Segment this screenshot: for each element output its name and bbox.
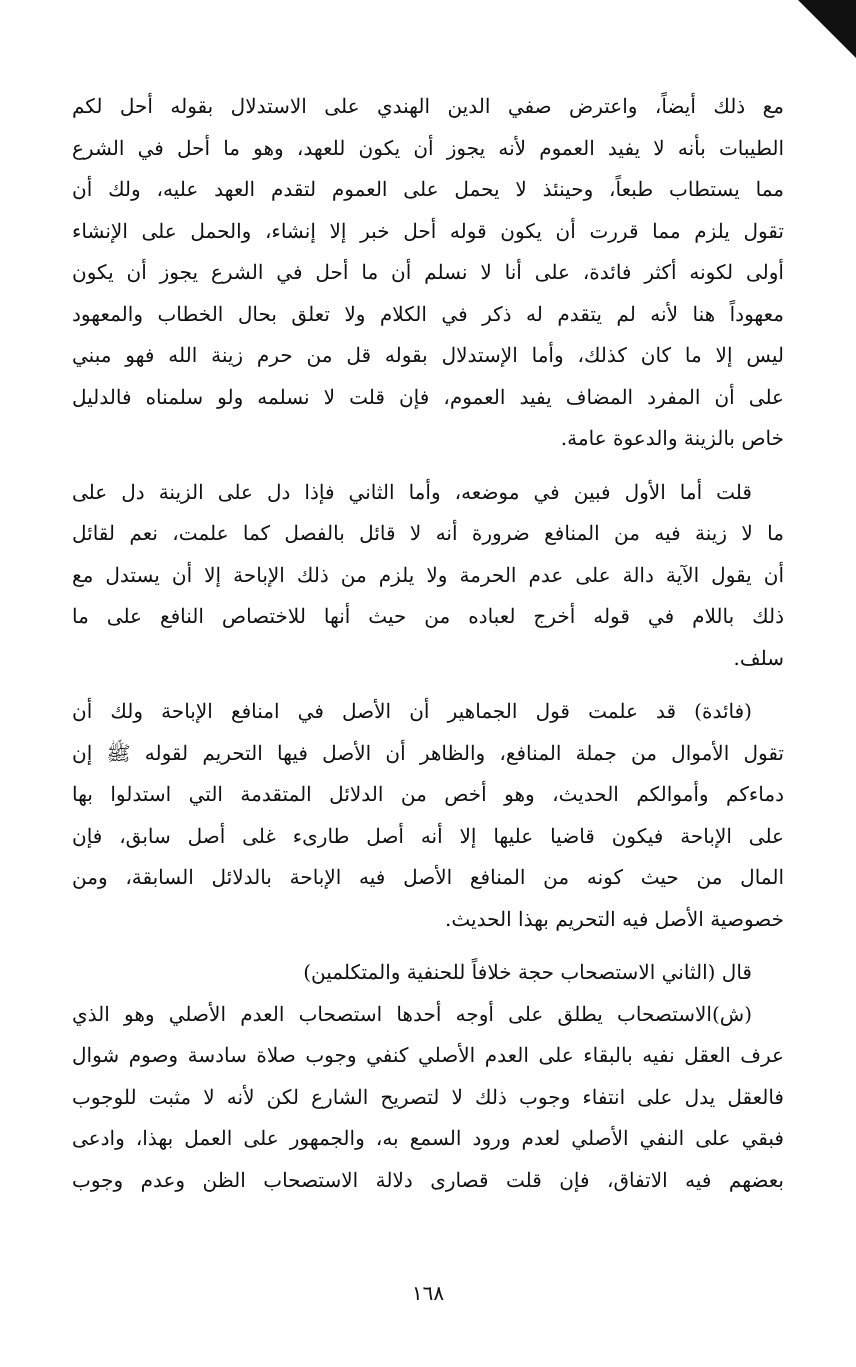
paragraph-1 bbox=[72, 86, 784, 460]
text-line: أولى لكونه أكثر فائدة، على أنا لا نسلم أن ما أحل في الشرع يجوز أن يكون bbox=[72, 260, 784, 284]
text-line: سلف. bbox=[733, 645, 784, 670]
text-line: قلت أما الأول فبين في موضعه، وأما الثاني فإذا دل على الزينة دل على bbox=[72, 479, 752, 504]
text-line: على أن المفرد المضاف يفيد العموم، فإن قلت لا نسلمه ولو سلمناه فالدليل bbox=[72, 384, 784, 409]
section-heading-line: قال (الثاني الاستصحاب حجة خلافاً للحنفية والمتكلمين) bbox=[303, 960, 752, 984]
text-line: فبقي على النفي الأصلي لعدم ورود السمع به، والجمهور على العمل بهذا، وادعى bbox=[72, 1126, 784, 1150]
text-line: ذلك باللام في قوله أخرج لعباده من حيث أنها للاختصاص النافع على ما bbox=[72, 604, 784, 628]
text-line: (ش)الاستصحاب يطلق على أوجه أحدها استصحاب العدم الأصلي وهو الذي bbox=[72, 1001, 752, 1026]
text-line: خصوصية الأصل فيه التحريم بهذا الحديث. bbox=[445, 906, 784, 931]
text-line: تقول يلزم مما قررت أن يكون قوله أحل خبر إلا إنشاء، والحمل على الإنشاء bbox=[72, 218, 784, 243]
text-line: فالعقل يدل على انتفاء وجوب ذلك لا لتصريح الشارع لكن لأنه لا مثبت للوجوب bbox=[72, 1084, 784, 1109]
text-line: دماءكم وأموالكم الحديث، وهو أخص من الدلائل المتقدمة التي استدلوا بها bbox=[72, 782, 784, 806]
text-line: بعضهم فيه الاتفاق، فإن قلت قصارى دلالة الاستصحاب الظن وعدم وجوب bbox=[72, 1167, 784, 1192]
text-line: ليس إلا ما كان كذلك، وأما الإستدلال بقوله قل من حرم زينة الله فهو مبني bbox=[72, 343, 784, 367]
text-line: ما لا زينة فيه من المنافع ضرورة أنه لا قائل بالفصل كما علمت، نعم لقائل bbox=[72, 521, 784, 545]
text-line: الطيبات بأنه لا يفيد العموم لأنه يجوز أن يكون للعهد، وهو ما أحل في الشرع bbox=[72, 135, 784, 160]
paragraph-4 bbox=[72, 952, 784, 994]
text-line: مما يستطاب طبعاً، وحينئذ لا يحمل على العموم لتقدم العهد عليه، ولك أن bbox=[72, 177, 784, 201]
text-line: مع ذلك أيضاً، واعترض صفي الدين الهندي على الاستدلال بقوله أحل لكم bbox=[72, 94, 784, 118]
page-body bbox=[72, 86, 784, 1201]
text-line: على الإباحة فيكون قاضيا عليها إلا أنه أصل طارىء غلى أصل سابق، فإن bbox=[72, 823, 784, 848]
page-number: ١٦٨ bbox=[411, 1281, 445, 1305]
paragraph-gap bbox=[72, 679, 784, 691]
text-line: تقول الأموال من جملة المنافع، والظاهر أن الأصل فيها التحريم لقوله ﷺ إن bbox=[72, 740, 784, 765]
paragraph-gap bbox=[72, 460, 784, 472]
text-line: معهوداً هنا لأنه لم يتقدم له ذكر في الكلام ولا تعلق بحال الخطاب والمعهود bbox=[72, 301, 784, 326]
page-corner-mark bbox=[798, 0, 856, 58]
text-line: أن يقول الآية دالة على عدم الحرمة ولا يلزم من ذلك الإباحة إلا أن يستدل مع bbox=[72, 562, 784, 587]
text-line: خاص بالزينة والدعوة عامة. bbox=[560, 426, 784, 450]
text-line: عرف العقل نفيه بالبقاء على العدم الأصلي كنفي وجوب صلاة سادسة وصوم شوال bbox=[72, 1043, 784, 1067]
paragraph-5 bbox=[72, 994, 784, 1202]
text-line: المال من حيث كونه من المنافع الأصل فيه الإباحة بالدلائل السابقة، ومن bbox=[72, 865, 784, 889]
paragraph-2 bbox=[72, 472, 784, 680]
text-line: (فائدة) قد علمت قول الجماهير أن الأصل في امنافع الإباحة ولك أن bbox=[72, 699, 752, 723]
paragraph-gap bbox=[72, 940, 784, 952]
paragraph-3 bbox=[72, 691, 784, 940]
